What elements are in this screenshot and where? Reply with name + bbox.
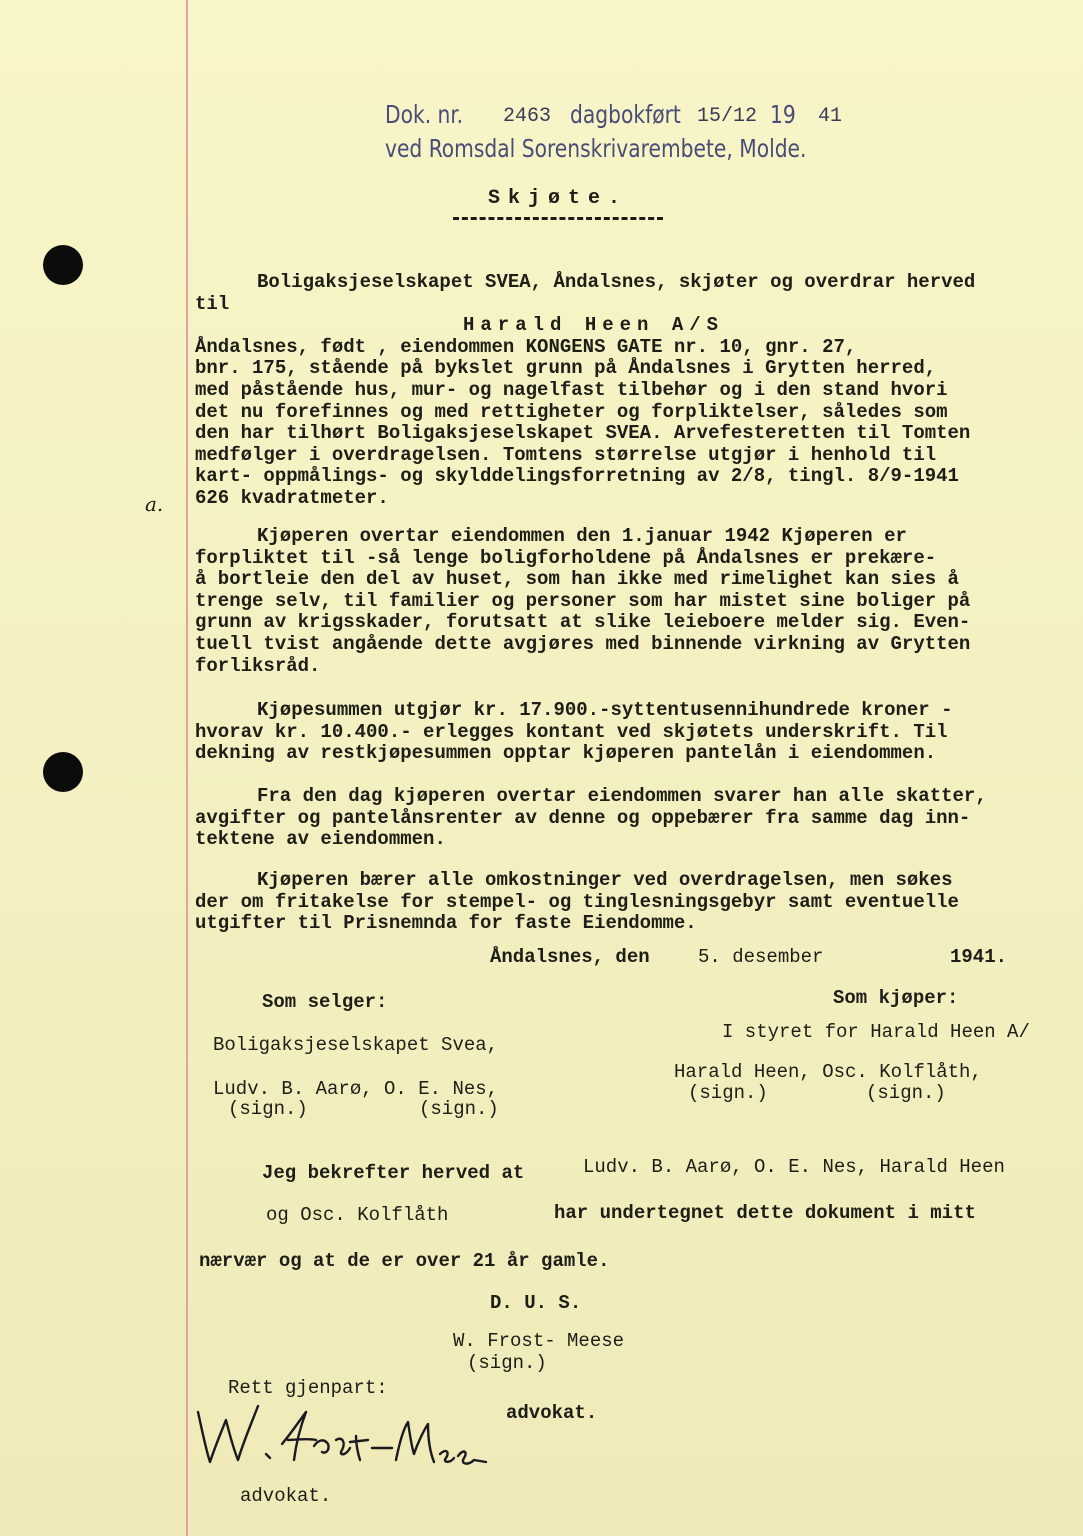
- seller-sign-2: (sign.): [419, 1098, 499, 1120]
- buyer-board: I styret for Harald Heen A/: [722, 1021, 1030, 1043]
- paragraph-takeover: Kjøperen overtar eiendommen den 1.januar 1942 Kjøperen er forpliktet til -så lenge boligforholdene på Åndalsnes er prekære- å bortleie den del av huset, som han ikke med rimelighet kan sies å trenge selv, til familier og personer som har mistet sine boliger på grunn av krigsskader, forutsatt at slike leieboere melder sig. Even- tuell tvist angående dette avgjøres med binnende virkning av Grytten forliksråd.: [195, 525, 971, 677]
- paragraph-conveyance: Boligaksjeselskapet SVEA, Åndalsnes, skjøter og overdrar herved til Harald Heen A/S Åndalsnes, født , eiendommen KONGENS GATE nr. 10, gnr. 27, bnr. 175, stående på bykslet grunn på Åndalsnes i Grytten herred, med påstående hus, mur- og nagelfast tilbehør og i den stand hvori det nu forefinnes og med rettigheter og forpliktelser, således som den har tilhørt Boligaksjeselskapet SVEA. Arvefesteretten til Tomten medfølger i overdragelsen. Tomtens størrelse utgjør i henhold til kart- oppmålings- og skylddelingsforretning av 2/8, tingl. 8/9-1941 626 kvadratmeter.: [195, 271, 976, 509]
- confirmation-age: nærvær og at de er over 21 år gamle.: [199, 1250, 610, 1272]
- seller-sign-1: (sign.): [228, 1098, 308, 1120]
- confirmation-intro: Jeg bekrefter herved at: [262, 1162, 525, 1184]
- confirmation-names: Ludv. B. Aarø, O. E. Nes, Harald Heen: [583, 1156, 1005, 1178]
- stamp-date: 15/12: [697, 105, 758, 128]
- confirmation-name-last: og Osc. Kolflåth: [266, 1204, 449, 1226]
- buyer-names: Harald Heen, Osc. Kolflåth,: [674, 1061, 982, 1083]
- seller-heading: Som selger:: [262, 991, 388, 1013]
- handwritten-signature: [196, 1400, 496, 1490]
- punch-hole-icon: [43, 752, 83, 792]
- date-day-month: 5. desember: [698, 946, 824, 968]
- paragraph-price: Kjøpesummen utgjør kr. 17.900.-syttentusennihundrede kroner - hvorav kr. 10.400.- erlegges kontant ved skjøtets underskrift. Til dekning av restkjøpesummen opptar kjøperen pantelån i eiendommen.: [195, 699, 953, 765]
- stamp-year-prefix: 19: [770, 100, 796, 129]
- date-place: Åndalsnes, den: [490, 946, 650, 968]
- confirmation-statement: har undertegnet dette dokument i mitt: [554, 1202, 976, 1224]
- stamp-year-suffix: 41: [818, 105, 843, 128]
- closing-title: advokat.: [506, 1402, 598, 1424]
- margin-annotation: a.: [145, 492, 164, 516]
- seller-company: Boligaksjeselskapet Svea,: [213, 1034, 499, 1056]
- punch-hole-icon: [43, 245, 83, 285]
- title-underline: [453, 217, 663, 220]
- stamp-dagbok-label: dagbokført: [570, 100, 681, 129]
- red-margin-line: [186, 0, 188, 1536]
- buyer-sign-1: (sign.): [688, 1082, 768, 1104]
- paragraph-taxes: Fra den dag kjøperen overtar eiendommen svarer han alle skatter, avgifter og pantelånsrenter av denne og oppebærer fra samme dag inn- tektene av eiendommen.: [195, 785, 987, 851]
- stamp-doc-number: 2463: [503, 105, 552, 128]
- stamp-dok-label: Dok. nr.: [385, 100, 464, 129]
- buyer-sign-2: (sign.): [866, 1082, 946, 1104]
- paragraph-costs: Kjøperen bærer alle omkostninger ved overdragelsen, men søkes der om fritakelse for stempel- og tinglesningsgebyr samt eventuelle utgifter til Prisnemnda for faste Eiendomme.: [195, 869, 959, 935]
- date-year: 1941.: [950, 946, 1008, 968]
- document-title: Skjøte.: [488, 187, 629, 210]
- dus-initials: D. U. S.: [490, 1292, 582, 1314]
- buyer-heading: Som kjøper:: [833, 987, 959, 1009]
- closing-sign: (sign.): [467, 1352, 547, 1374]
- footer-title: advokat.: [240, 1485, 332, 1507]
- stamp-office: ved Romsdal Sorenskrivarembete, Molde.: [385, 134, 807, 163]
- seller-names: Ludv. B. Aarø, O. E. Nes,: [213, 1078, 499, 1100]
- copy-label: Rett gjenpart:: [228, 1377, 388, 1399]
- closing-signer: W. Frost- Meese: [453, 1330, 625, 1352]
